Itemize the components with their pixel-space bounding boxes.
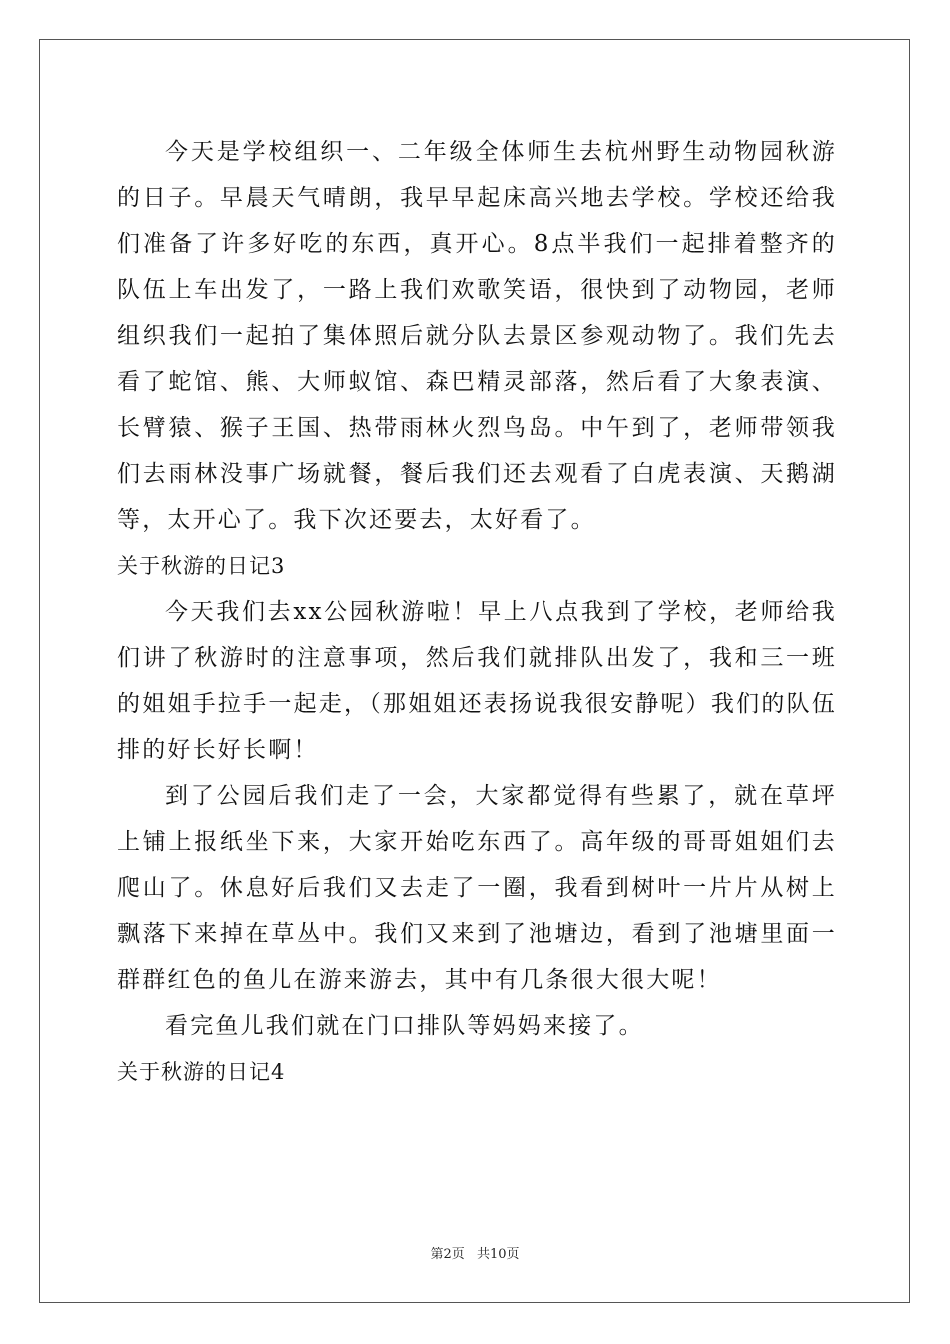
- paragraph-diary3-2: 到了公园后我们走了一会，大家都觉得有些累了，就在草坪上铺上报纸坐下来，大家开始吃东西了。高年级的哥哥姐姐们去爬山了。休息好后我们又去走了一圈，我看到树叶一片片从树上飘落下来掉在草丛中。我们又来到了池塘边，看到了池塘里面一群群红色的鱼儿在游来游去，其中有几条很大很大呢！: [117, 783, 837, 993]
- page-total: 共10页: [476, 1247, 520, 1262]
- page-number: 第2页: [430, 1247, 465, 1262]
- document-body: [117, 129, 837, 1095]
- page-footer: [0, 1243, 950, 1262]
- heading-diary-4: 关于秋游的日记4: [117, 1060, 286, 1084]
- paragraph-diary3-3: 看完鱼儿我们就在门口排队等妈妈来接了。: [165, 1013, 644, 1039]
- paragraph-intro: 今天是学校组织一、二年级全体师生去杭州野生动物园秋游的日子。早晨天气晴朗，我早早起床高兴地去学校。学校还给我们准备了许多好吃的东西，真开心。8点半我们一起排着整齐的队伍上车出发了，一路上我们欢歌笑语，很快到了动物园，老师组织我们一起拍了集体照后就分队去景区参观动物了。我们先去看了蛇馆、熊、大师蚁馆、森巴精灵部落，然后看了大象表演、长臂猿、猴子王国、热带雨林火烈鸟岛。中午到了，老师带领我们去雨林没事广场就餐，餐后我们还去观看了白虎表演、天鹅湖等，太开心了。我下次还要去，太好看了。: [117, 139, 837, 533]
- heading-diary-3: 关于秋游的日记3: [117, 554, 286, 578]
- paragraph-diary3-1: 今天我们去xx公园秋游啦！早上八点我到了学校，老师给我们讲了秋游时的注意事项，然后我们就排队出发了，我和三一班的姐姐手拉手一起走，（那姐姐还表扬说我很安静呢）我们的队伍排的好长好长啊！: [117, 599, 837, 763]
